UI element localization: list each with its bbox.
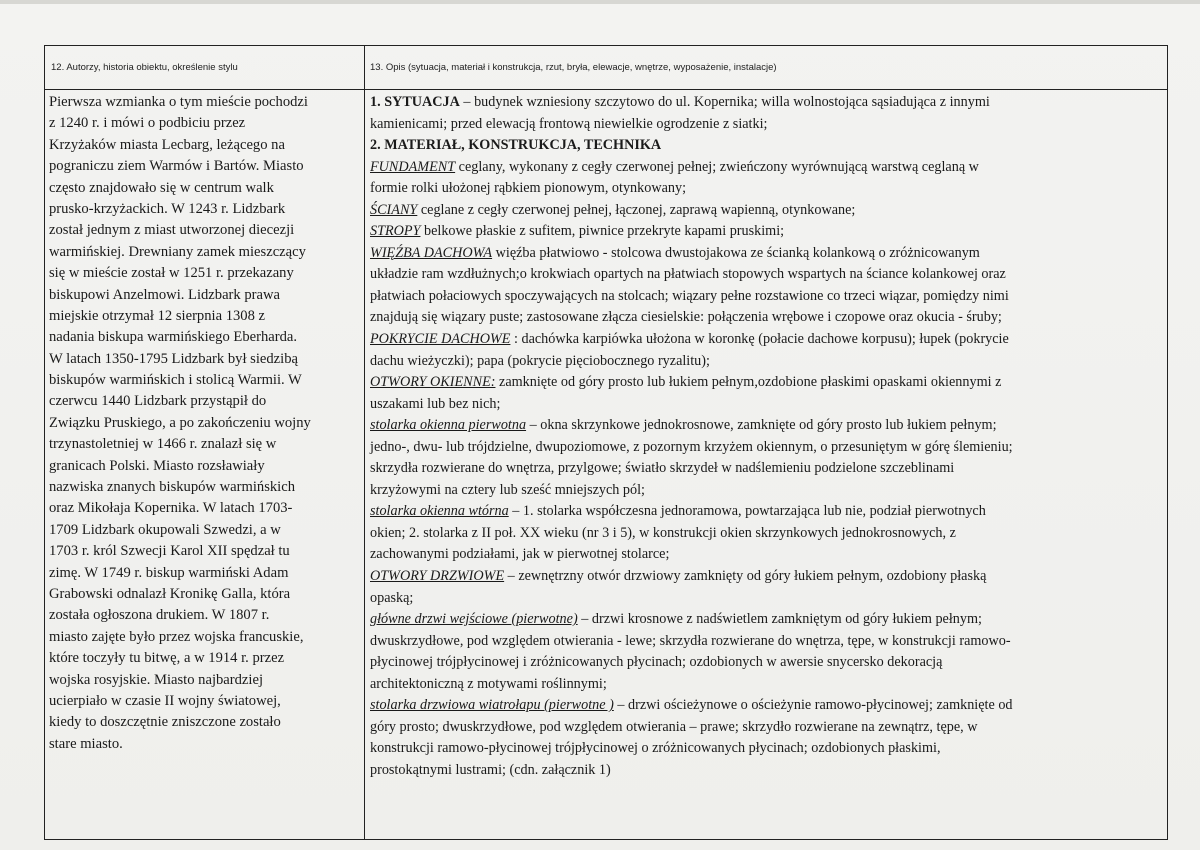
subheading: stolarka okienna pierwotna [370, 417, 527, 434]
desc-line: OTWORY DRZWIOWE – zewnętrzny otwór drzwiowy zamknięty od góry łukiem pełnym, ozdobiony płaską [370, 568, 987, 585]
desc-line: 1. SYTUACJA – budynek wzniesiony szczytowo do ul. Kopernika; willa wolnostojąca sąsiadująca z innymi [370, 94, 990, 110]
history-line: 1703 r. król Szwecji Karol XII spędzał tu [49, 543, 290, 560]
history-line: oraz Mikołaja Kopernika. W latach 1703- [49, 500, 293, 517]
section-heading: 2. MATERIAŁ, KONSTRUKCJA, TECHNIKA [370, 137, 662, 154]
desc-line: POKRYCIE DACHOWE : dachówka karpiówka ułożona w koronkę (połacie dachowe korpusu); łupek (pokrycie [370, 331, 1009, 348]
desc-line: STROPY belkowe płaskie z sufitem, piwnice przekryte kapami pruskimi; [370, 223, 785, 240]
history-line: wojska rosyjskie. Miasto najbardziej [49, 671, 263, 688]
desc-line: opaską; [370, 589, 414, 606]
desc-line: układzie ram wzdłużnych;o krokwiach opartych na płatwiach stopowych wspartych na ściance kolankowej oraz [370, 266, 1006, 283]
desc-line: główne drzwi wejściowe (pierwotne) – drzwi krosnowe z nadświetlem zamkniętym od góry łukiem pełnym; [370, 611, 982, 628]
history-line: które toczyły tu bitwę, a w 1914 r. przez [49, 650, 285, 667]
history-line: miejskie otrzymał 12 sierpnia 1308 z [49, 307, 266, 324]
desc-line: OTWORY OKIENNE: zamknięte od góry prosto lub łukiem pełnym,ozdobione płaskimi opaskami okiennymi z [370, 374, 1002, 391]
desc-line: stolarka okienna pierwotna – okna skrzynkowe jednokrosnowe, zamknięte od góry prosto lub łukiem pełnym; [370, 417, 997, 434]
desc-line: dwuskrzydłowe, pod względem otwierania - lewe; skrzydła rozwierane do wnętrza, tępe, w konstrukcji ramowo- [370, 632, 1011, 649]
header-left: 12. Autorzy, historia obiektu, określenie stylu [51, 62, 238, 73]
desc-line: architektoniczną z motywami roślinnymi; [370, 675, 607, 692]
history-line: trzynastoletniej w 1466 r. znalazł się w [49, 436, 277, 453]
description-column [370, 92, 1164, 782]
desc-line: FUNDAMENT ceglany, wykonany z cegły czerwonej pełnej; zwieńczony wyrównującą warstwą ceglaną w [370, 158, 979, 175]
header-divider [45, 89, 1167, 90]
subheading: stolarka okienna wtórna [370, 503, 509, 520]
column-divider [364, 46, 365, 839]
history-line: Związku Pruskiego, a po zakończeniu wojny [49, 414, 311, 431]
history-line: miasto zajęte było przez wojska francuskie, [49, 628, 304, 645]
section-heading: 1. SYTUACJA [370, 94, 460, 110]
desc-line: konstrukcji ramowo-płycinowej trójpłycinowej o zróżnicowanych płycinach; ozdobionych płaskimi, [370, 740, 941, 757]
subheading: FUNDAMENT [370, 158, 456, 175]
scan-edge [0, 0, 1200, 4]
history-line: się w mieście został w 1251 r. przekazany [49, 265, 294, 282]
desc-line: okien; 2. stolarka z II poł. XX wieku (nr 3 i 5), w konstrukcji okien skrzynkowych jednokrosnowych, z [370, 524, 956, 541]
desc-line: znajdują się wiązary puste; zastosowane złącza ciesielskie: połączenia wrębowe i czopowe oraz okucia - śruby; [370, 309, 1002, 326]
history-line: nadania biskupa warmińskiego Eberharda. [49, 329, 298, 346]
desc-line: góry prosto; dwuskrzydłowe, pod względem otwierania – prawe; skrzydło rozwierane na zewnątrz, tępe, w [370, 718, 978, 735]
subheading: ŚCIANY [370, 201, 418, 218]
desc-line: dachu wieżyczki); papa (pokrycie pięciobocznego ryzalitu); [370, 352, 710, 369]
history-line: z 1240 r. i mówi o podbiciu przez [49, 115, 246, 132]
desc-line: skrzydła rozwierane do wnętrza, przylgowe; światło skrzydeł w nadślemieniu podzielone szczeblinami [370, 460, 955, 477]
desc-line: ŚCIANY ceglane z cegły czerwonej pełnej, łączonej, zaprawą wapienną, otynkowane; [370, 201, 856, 218]
form-table [44, 45, 1168, 840]
history-line: czerwcu 1440 Lidzbark przystąpił do [49, 393, 267, 410]
history-line: granicach Polski. Miasto rozsławiały [49, 457, 265, 474]
history-line: W latach 1350-1795 Lidzbark był siedzibą [49, 350, 298, 367]
desc-line: uszakami lub bez nich; [370, 395, 501, 412]
subheading: STROPY [370, 223, 421, 240]
history-line: biskupowi Anzelmowi. Lidzbark prawa [49, 286, 281, 303]
subheading: główne drzwi wejściowe (pierwotne) [370, 611, 578, 628]
history-line: warmińskiej. Drewniany zamek mieszczący [49, 243, 306, 260]
history-line: Grabowski odnalazł Kronikę Galla, która [49, 585, 291, 602]
subheading: stolarka drzwiowa wiatrołapu (pierwotne ) [370, 697, 614, 714]
history-column [49, 92, 361, 755]
desc-line: stolarka okienna wtórna – 1. stolarka współczesna jednoramowa, powtarzająca lub nie, podział pierwotnych [370, 503, 986, 520]
header-right: 13. Opis (sytuacja, materiał i konstrukcja, rzut, bryła, elewacje, wnętrze, wyposażenie, instalacje) [370, 62, 777, 73]
history-line: kiedy to doszczętnie zniszczone zostało [49, 714, 281, 731]
desc-line: płycinowej trójpłycinowej i zróżnicowanych płycinach; ozdobionych w awersie snycersko dekoracją [370, 654, 943, 671]
history-line: nazwiska znanych biskupów warmińskich [49, 479, 296, 496]
subheading: POKRYCIE DACHOWE [370, 331, 511, 348]
desc-line: kamienicami; przed elewacją frontową niewielkie ogrodzenie z siatki; [370, 115, 768, 132]
desc-line: stolarka drzwiowa wiatrołapu (pierwotne ) – drzwi ościeżynowe o ościeżynie ramowo-płycinowej; zamknięte od [370, 697, 1013, 714]
subheading: OTWORY OKIENNE: [370, 374, 496, 391]
desc-line: jedno-, dwu- lub trójdzielne, dwupoziomowe, z pozornym krzyżem okiennym, o przesuniętym w górę ślemieniu; [370, 438, 1013, 455]
history-line: zimę. W 1749 r. biskup warmiński Adam [49, 564, 289, 581]
history-line: Pierwsza wzmianka o tym mieście pochodzi [49, 94, 308, 110]
history-line: został jednym z miast utworzonej diecezji [49, 222, 295, 239]
history-line: prusko-krzyżackich. W 1243 r. Lidzbark [49, 200, 286, 217]
history-line: Krzyżaków miasta Lecbarg, leżącego na [49, 136, 285, 153]
history-line: pograniczu ziem Warmów i Bartów. Miasto [49, 158, 304, 175]
history-line: została ogłoszona drukiem. W 1807 r. [49, 607, 270, 624]
history-line: 1709 Lidzbark okupowali Szwedzi, a w [49, 521, 281, 538]
history-line: biskupów warmińskich i stolicą Warmii. W [49, 372, 302, 389]
subheading: OTWORY DRZWIOWE [370, 568, 505, 585]
desc-line: krzyżowymi na cztery lub sześć mniejszych pól; [370, 481, 645, 498]
history-line: stare miasto. [49, 735, 123, 752]
desc-line: formie rolki ułożonej rąbkiem pionowym, otynkowany; [370, 180, 687, 197]
history-line: ucierpiało w czasie II wojny światowej, [49, 692, 281, 709]
desc-line: prostokątnymi lustrami; (cdn. załącznik 1) [370, 761, 611, 778]
desc-line: WIĘŹBA DACHOWA więźba płatwiowo - stolcowa dwustojakowa ze ścianką kolankową o zróżnicowanym [370, 244, 980, 261]
desc-line: płatwiach połaciowych spoczywających na stolcach; wiązary pełne rozstawione co trzeci wiązar, pomiędzy nimi [370, 287, 1009, 304]
history-line: często znajdowało się w centrum walk [49, 179, 274, 196]
desc-line: zachowanymi podziałami, jak w pierwotnej stolarce; [370, 546, 670, 563]
subheading: WIĘŹBA DACHOWA [370, 244, 493, 261]
